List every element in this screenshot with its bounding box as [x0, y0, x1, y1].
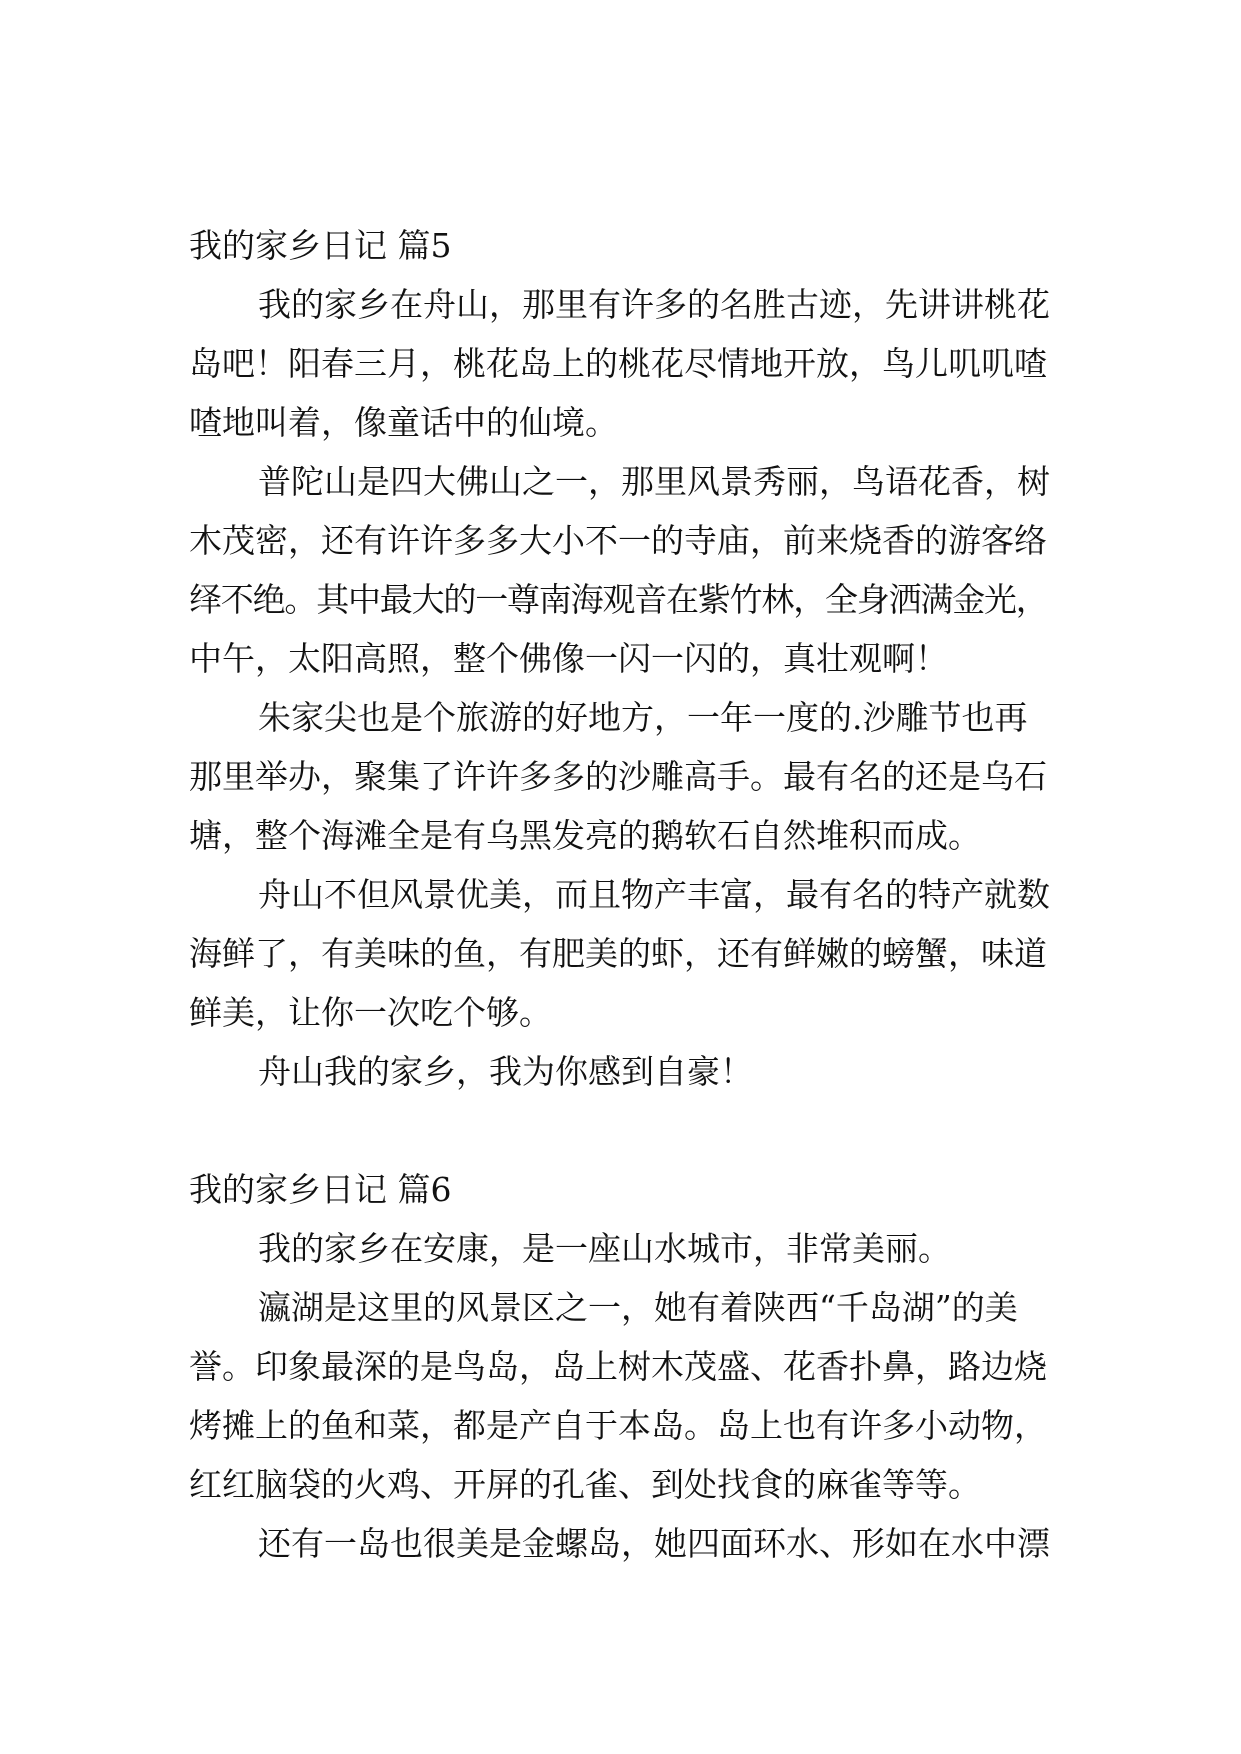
paragraph-line: 誉。印象最深的是鸟岛，岛上树木茂盛、花香扑鼻，路边烧: [189, 1347, 1047, 1386]
paragraph-line: 舟山我的家乡，我为你感到自豪！: [258, 1052, 753, 1091]
paragraph-line: 木茂密，还有许许多多大小不一的寺庙，前来烧香的游客络: [189, 521, 1047, 560]
paragraph-line: 瀛湖是这里的风景区之一，她有着陕西“千岛湖”的美: [258, 1288, 1018, 1327]
paragraph-line: 海鲜了，有美味的鱼，有肥美的虾，还有鲜嫩的螃蟹，味道: [189, 934, 1047, 973]
paragraph-line: 舟山不但风景优美，而且物产丰富，最有名的特产就数: [258, 875, 1050, 914]
diary-section: [189, 1160, 1052, 1573]
paragraph: [189, 452, 1052, 688]
paragraph-line: 还有一岛也很美是金螺岛，她四面环水、形如在水中漂: [258, 1524, 1050, 1563]
section-heading: 我的家乡日记 篇6: [189, 1170, 452, 1209]
paragraph: [189, 1042, 1052, 1101]
diary-section: [189, 216, 1052, 1101]
paragraph-line: 红红脑袋的火鸡、开屏的孔雀、到处找食的麻雀等等。: [189, 1465, 981, 1504]
paragraph: [189, 1514, 1052, 1573]
paragraph-line: 我的家乡在安康，是一座山水城市，非常美丽。: [258, 1229, 951, 1268]
paragraph-line: 岛吧！阳春三月，桃花岛上的桃花尽情地开放，鸟儿叽叽喳: [189, 344, 1047, 383]
paragraph-line: 中午，太阳高照，整个佛像一闪一闪的，真壮观啊！: [189, 639, 948, 678]
paragraph-line: 我的家乡在舟山，那里有许多的名胜古迹，先讲讲桃花: [258, 285, 1050, 324]
paragraph: [189, 1219, 1052, 1278]
section-heading: 我的家乡日记 篇5: [189, 226, 452, 265]
paragraph: [189, 1278, 1052, 1514]
paragraph-line: 朱家尖也是个旅游的好地方，一年一度的.沙雕节也再: [258, 698, 1028, 737]
paragraph-line: 绎不绝。其中最大的一尊南海观音在紫竹林，全身洒满金光，: [189, 580, 1048, 619]
paragraph: [189, 688, 1052, 865]
paragraph-line: 那里举办，聚集了许许多多的沙雕高手。最有名的还是乌石: [189, 757, 1047, 796]
paragraph-line: 喳地叫着，像童话中的仙境。: [189, 403, 618, 442]
paragraph-line: 鲜美，让你一次吃个够。: [189, 993, 552, 1032]
paragraph-line: 塘，整个海滩全是有乌黑发亮的鹅软石自然堆积而成。: [189, 816, 981, 855]
paragraph: [189, 865, 1052, 1042]
paragraph-line: 普陀山是四大佛山之一，那里风景秀丽，鸟语花香，树: [258, 462, 1050, 501]
paragraph: [189, 275, 1052, 452]
paragraph-line: 烤摊上的鱼和菜，都是产自于本岛。岛上也有许多小动物，: [189, 1406, 1047, 1445]
